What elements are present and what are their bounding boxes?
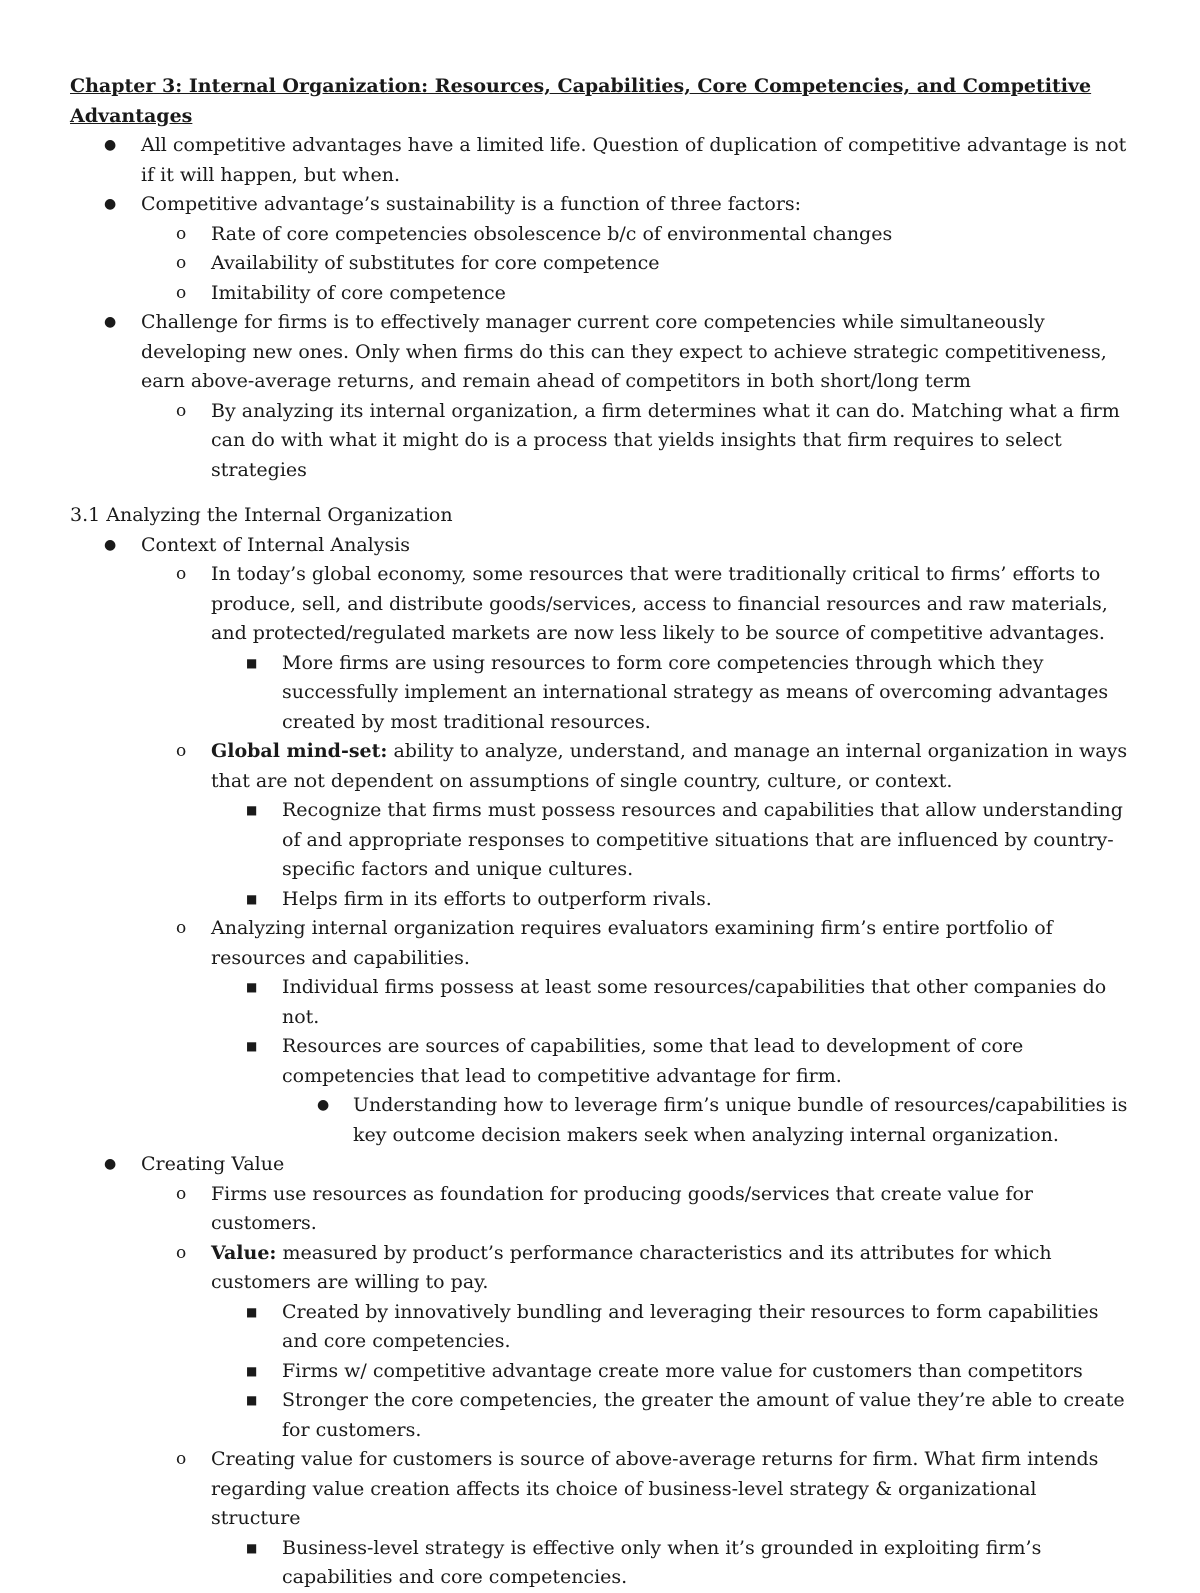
list-item: o Firms use resources as foundation for producing goods/services that create value for customers. [141,1180,1132,1239]
list-item: ■ Helps firm in its efforts to outperform rivals. [211,885,1132,915]
list-item: ■ Recognize that firms must possess resources and capabilities that allow understanding of and appropriate responses to competitive situations that are influenced by country-specific factors and unique cultures. [211,796,1132,885]
term-global-mind-set: Global mind-set: [211,740,388,762]
list-item: o Creating value for customers is source of above-average returns for firm. What firm intends regarding value creation affects its choice of business-level strategy & organizational structure ■ Business-level strategy is effective only when it’s grounded in exploiting firm’s capabilities and core competencies. [141,1445,1132,1593]
sublist [141,1180,1132,1593]
list-item: o Value: measured by product’s performance characteristics and its attributes for which customers are willing to pay. ■ Created by innovatively bundling and leveraging their resources to form capabilities and core competencies. ■ Firms w/ competitive advantage create more value for customers than competitors ■ Stronger the core competencies, the greater the amount of value they’re able to create for customers. [141,1239,1132,1446]
list-item: o In today’s global economy, some resources that were traditionally critical to firms’ efforts to produce, sell, and distribute goods/services, access to financial resources and raw materials, and protected/regulated markets are now less likely to be source of competitive advantages. ■ More firms are using resources to form core competencies through which they successfully implement an international strategy as means of overcoming advantages created by most traditional resources. [141,560,1132,737]
chapter-title: Chapter 3: Internal Organization: Resources, Capabilities, Core Competencies, and Competitive Advantages [70,75,1092,127]
sublist [211,1298,1132,1446]
bullet-marker: ■ [246,1393,258,1407]
bullet-marker: ■ [246,803,258,817]
bullet-marker: o [176,223,187,244]
bullet-marker: o [176,1449,187,1469]
sublist [141,220,1132,309]
intro-list [70,131,1132,485]
bullet-marker: o [176,400,187,421]
bullet-marker: ■ [246,1540,258,1555]
list-item: ● Competitive advantage’s sustainability is a function of three factors: o Rate of core competencies obsolescence b/c of environmental changes o Availability of substitutes for core competence o Imitability of core competence [70,190,1132,308]
list-item: ■ Individual firms possess at least some resources/capabilities that other companies do not. [211,973,1132,1032]
list-item: o By analyzing its internal organization, a firm determines what it can do. Matching what a firm can do with what it might do is a process that yields insights that firm requires to select strategies [141,397,1132,486]
bullet-marker: o [176,564,187,584]
bullet-marker: ● [104,314,117,330]
bullet-marker: ● [104,196,117,212]
bullet-marker: o [176,1183,187,1204]
bullet-marker: ● [104,137,117,153]
sublist [141,560,1132,1150]
list-item: ■ More firms are using resources to form core competencies through which they successfully implement an international strategy as means of overcoming advantages created by most traditional resources. [211,649,1132,738]
sublist [211,796,1132,914]
list-item: ■ Stronger the core competencies, the greater the amount of value they’re able to create for customers. [211,1386,1132,1445]
list-item: o Availability of substitutes for core competence [141,249,1132,279]
bullet-marker: ■ [246,1363,258,1378]
term-value: Value: [211,1241,277,1264]
list-item: ■ Firms w/ competitive advantage create more value for customers than competitors [211,1357,1132,1387]
list-item: o Global mind-set: ability to analyze, understand, and manage an internal organization in ways that are not dependent on assumptions of single country, culture, or context. ■ Recognize that firms must possess resources and capabilities that allow understanding of and appropriate responses to competitive situations that are influenced by country-specific factors and unique cultures. ■ Helps firm in its efforts to outperform rivals. [141,737,1132,914]
sublist [211,649,1132,738]
list-item: ● All competitive advantages have a limited life. Question of duplication of competitive advantage is not if it will happen, but when. [70,131,1132,190]
bullet-marker: o [176,741,187,761]
list-item: o Imitability of core competence [141,279,1132,309]
sublist [211,973,1132,1150]
bullet-marker: o [176,918,187,938]
list-item: o Rate of core competencies obsolescence b/c of environmental changes [141,220,1132,250]
document-page [70,72,1132,1593]
section-heading: 3.1 Analyzing the Internal Organization [70,504,453,526]
list-item: ■ Created by innovatively bundling and leveraging their resources to form capabilities and core competencies. [211,1298,1132,1357]
list-item: ■ Resources are sources of capabilities, some that lead to development of core competencies that lead to competitive advantage for firm. ● Understanding how to leverage firm’s unique bundle of resources/capabilities is key outcome decision makers seek when analyzing internal organization. [211,1032,1132,1150]
list-item: ● Understanding how to leverage firm’s unique bundle of resources/capabilities is key outcome decision makers seek when analyzing internal organization. [282,1091,1132,1150]
bullet-marker: ■ [246,655,258,670]
bullet-marker: ● [104,1156,117,1172]
list-item: ● Creating Value o Firms use resources as foundation for producing goods/services that create value for customers. o Value: measured by product’s performance characteristics and its attributes for which customers are willing to pay. ■ Created by innovatively bundling and leveraging their resources to form capabilities and core competencies. ■ Firms w/ competitive advantage create more value for customers than competitors ■ Stronger the core competencies, the greater the amount of value they’re able to create for customers. o Creating value for customers is source of above-average returns for firm. What firm intends regarding value creation affects its choice of business-level strategy & organizational structure ■ Business-level strategy is effective only when it’s grounded in exploiting firm’s capabilities and core competencies. [70,1150,1132,1593]
list-item: ■ Business-level strategy is effective only when it’s grounded in exploiting firm’s capabilities and core competencies. [211,1534,1132,1593]
bullet-marker: ● [317,1097,330,1113]
bullet-marker: ■ [246,1039,258,1053]
section-list [70,531,1132,1593]
bullet-marker: ■ [246,1304,258,1319]
bullet-marker: o [176,282,187,303]
bullet-marker: ■ [246,891,258,906]
list-item: ● Challenge for firms is to effectively manager current core competencies while simultaneously developing new ones. Only when firms do this can they expect to achieve strategic competitiveness, earn above-average returns, and remain ahead of competitors in both short/long term o By analyzing its internal organization, a firm determines what it can do. Matching what a firm can do with what it might do is a process that yields insights that firm requires to select strategies [70,308,1132,485]
bullet-marker: ● [104,536,117,553]
bullet-marker: o [176,253,187,273]
bullet-marker: ■ [246,980,258,994]
sublist [282,1091,1132,1150]
sublist [141,397,1132,486]
sublist [211,1534,1132,1593]
bullet-marker: o [176,1242,187,1263]
list-item: ● Context of Internal Analysis o In today’s global economy, some resources that were traditionally critical to firms’ efforts to produce, sell, and distribute goods/services, access to financial resources and raw materials, and protected/regulated markets are now less likely to be source of competitive advantages. ■ More firms are using resources to form core competencies through which they successfully implement an international strategy as means of overcoming advantages created by most traditional resources. o Global mind-set: ability to analyze, understand, and manage an internal organization in ways that are not dependent on assumptions of single country, culture, or context. ■ Recognize that firms must possess resources and capabilities that allow understanding of and appropriate responses to competitive situations that are influenced by country-specific factors and unique cultures. ■ Helps firm in its efforts to outperform rivals. o Analyzing internal organization requires evaluators examining firm’s entire portfolio of resources and capabilities. ■ Individual firms possess at least some resources/capabilities that other companies do not. ■ Resources are sources of capabilities, some that lead to development of core competencies that lead to competitive advantage for firm. ● Understanding how to leverage firm’s unique bundle of resources/capabilities is key outcome decision makers seek when analyzing internal organization. [70,531,1132,1151]
list-item: o Analyzing internal organization requires evaluators examining firm’s entire portfolio of resources and capabilities. ■ Individual firms possess at least some resources/capabilities that other companies do not. ■ Resources are sources of capabilities, some that lead to development of core competencies that lead to competitive advantage for firm. ● Understanding how to leverage firm’s unique bundle of resources/capabilities is key outcome decision makers seek when analyzing internal organization. [141,914,1132,1150]
